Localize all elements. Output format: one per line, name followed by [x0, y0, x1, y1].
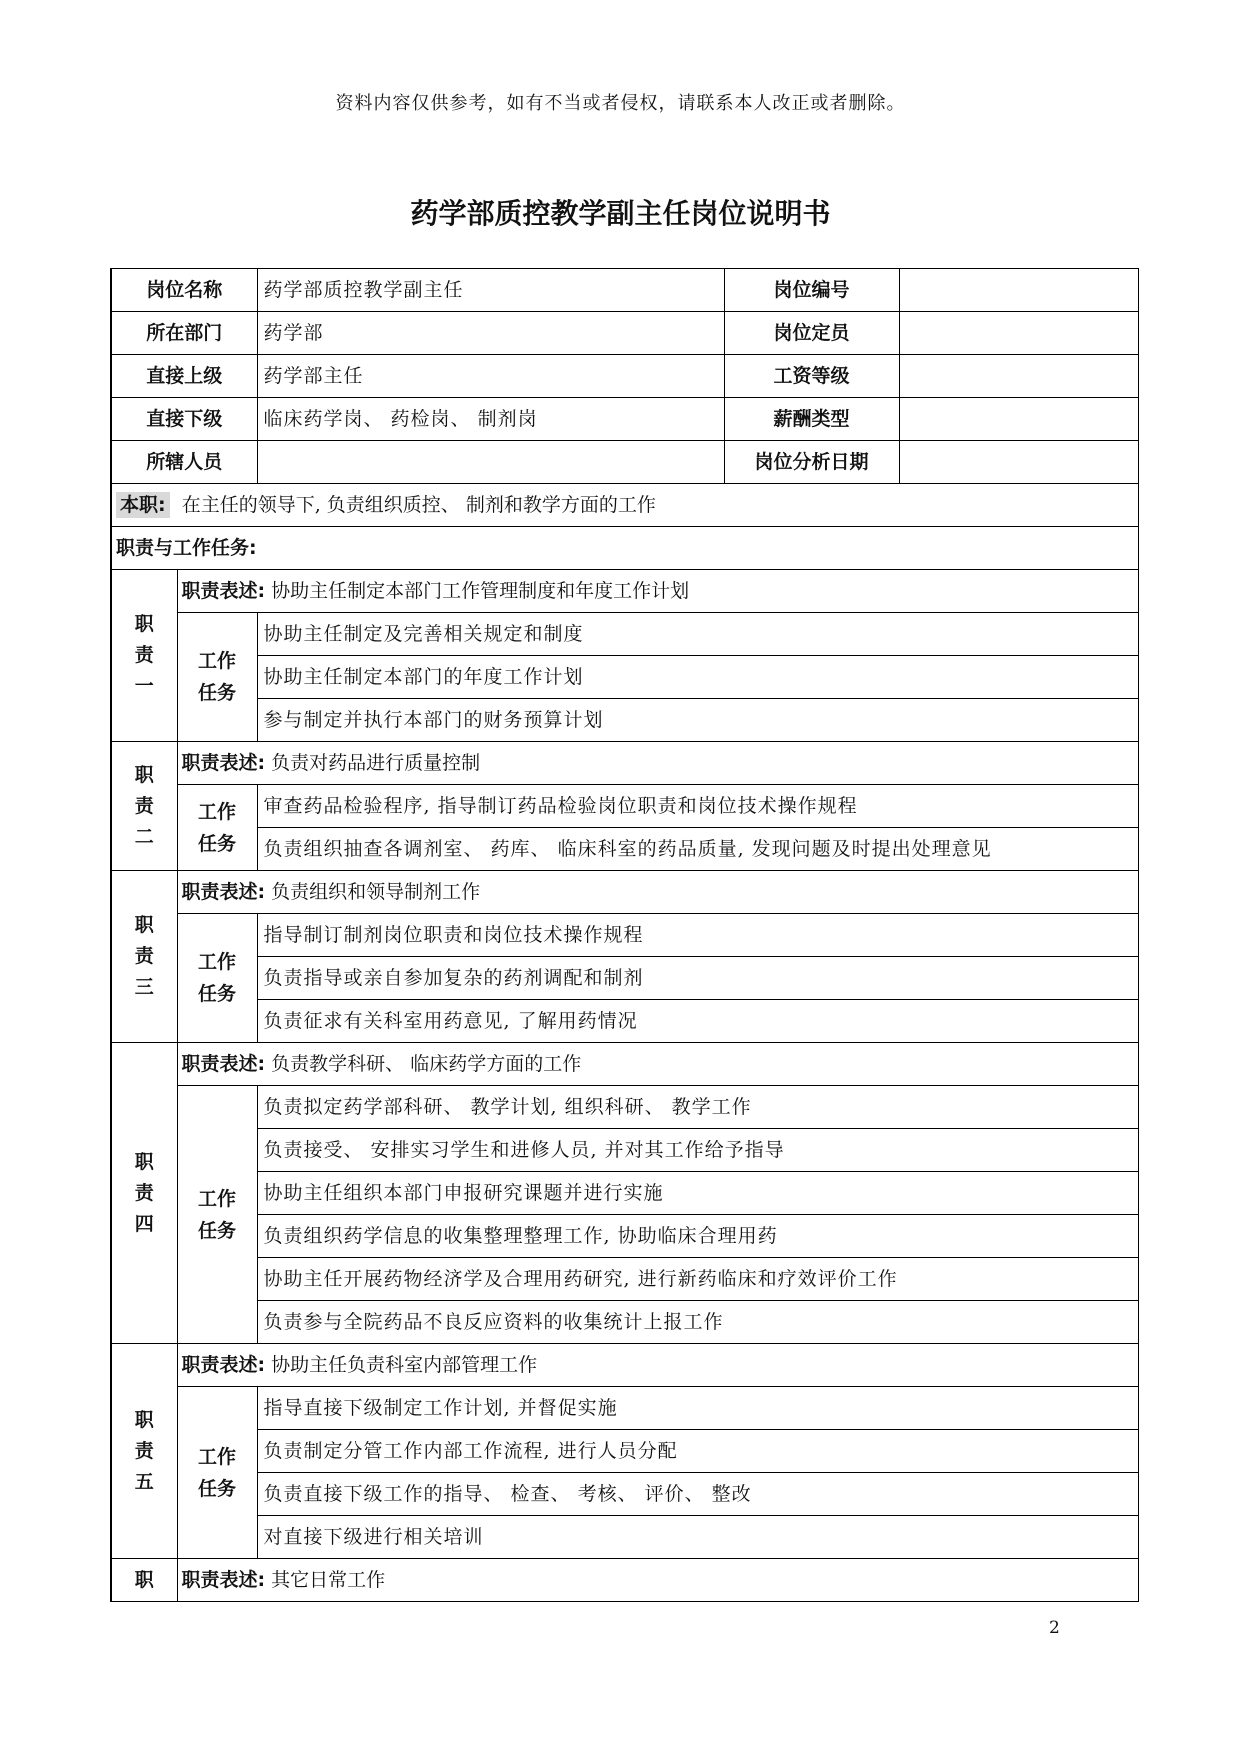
info-value: 临床药学岗、 药检岗、 制剂岗: [257, 398, 724, 441]
duty-name: [111, 742, 177, 871]
info-value: [899, 312, 1138, 355]
info-label: 岗位分析日期: [724, 441, 899, 484]
task-label-line: 任务: [198, 682, 237, 704]
task-item: 负责直接下级工作的指导、 检查、 考核、 评价、 整改: [257, 1473, 1138, 1516]
task-item: 参与制定并执行本部门的财务预算计划: [257, 699, 1138, 742]
duties-header: [111, 527, 1138, 570]
info-value: [899, 269, 1138, 312]
benzhi-label: 本职:: [116, 492, 170, 518]
duty-name: [111, 1043, 177, 1344]
task-item: 负责参与全院药品不良反应资料的收集统计上报工作: [257, 1301, 1138, 1344]
duty-description-label: 职责表述:: [181, 580, 266, 602]
task-label-line: 工作: [198, 1187, 237, 1210]
duty-description-text: 负责教学科研、 临床药学方面的工作: [271, 1053, 582, 1075]
info-value: [257, 441, 724, 484]
duties-header-text: 职责与工作任务:: [116, 537, 257, 559]
task-item: 负责指导或亲自参加复杂的药剂调配和制剂: [257, 957, 1138, 1000]
duty-name: [111, 570, 177, 742]
task-row: [111, 1301, 1138, 1344]
duty-name: 职: [111, 1559, 177, 1602]
task-label: [177, 914, 257, 1043]
info-label: 岗位定员: [724, 312, 899, 355]
info-label: 岗位编号: [724, 269, 899, 312]
info-value: [899, 398, 1138, 441]
info-row: [111, 312, 1138, 355]
task-label: [177, 1387, 257, 1559]
task-label-line: 工作: [198, 951, 237, 973]
benzhi-row: [111, 484, 1138, 527]
duty-name-char: 职: [134, 914, 154, 936]
task-item: 对直接下级进行相关培训: [257, 1516, 1138, 1559]
duty-description: [177, 1043, 1138, 1086]
duty-name: [111, 871, 177, 1043]
task-label: [177, 613, 257, 742]
task-label: [177, 785, 257, 871]
task-row: [111, 1129, 1138, 1172]
task-item: 协助主任开展药物经济学及合理用药研究, 进行新药临床和疗效评价工作: [257, 1258, 1138, 1301]
info-label: 所在部门: [111, 312, 257, 355]
task-row: [111, 785, 1138, 828]
duty-description-label: 职责表述:: [181, 1569, 266, 1591]
info-value: [899, 441, 1138, 484]
duty-description-row: [111, 1043, 1138, 1086]
info-value: 药学部: [257, 312, 724, 355]
duty-description-row: [111, 871, 1138, 914]
info-row: [111, 441, 1138, 484]
task-label-line: 任务: [198, 1219, 237, 1242]
task-item: 负责接受、 安排实习学生和进修人员, 并对其工作给予指导: [257, 1129, 1138, 1172]
info-value: 药学部主任: [257, 355, 724, 398]
duty-name-char: 责: [134, 794, 154, 817]
info-label: 直接下级: [111, 398, 257, 441]
duty-description-label: 职责表述:: [181, 752, 266, 774]
task-item: 协助主任制定及完善相关规定和制度: [257, 613, 1138, 656]
task-label-line: 工作: [198, 1445, 237, 1468]
duty-description: [177, 570, 1138, 613]
task-item: 指导制订制剂岗位职责和岗位技术操作规程: [257, 914, 1138, 957]
duty-description-text: 协助主任负责科室内部管理工作: [271, 1354, 538, 1376]
duty-name-char: 责: [134, 945, 154, 967]
task-item: 负责组织抽查各调剂室、 药库、 临床科室的药品质量, 发现问题及时提出处理意见: [257, 828, 1138, 871]
info-label: 直接上级: [111, 355, 257, 398]
duty-name-char: 责: [134, 644, 154, 666]
duty-name-char: 二: [134, 825, 154, 848]
task-item: 负责组织药学信息的收集整理整理工作, 协助临床合理用药: [257, 1215, 1138, 1258]
task-row: [111, 1473, 1138, 1516]
disclaimer-text: 资料内容仅供参考，如有不当或者侵权，请联系本人改正或者删除。: [335, 93, 906, 114]
duty-description-label: 职责表述:: [181, 1053, 266, 1075]
page-number: 2: [1049, 1618, 1060, 1638]
task-label-line: 任务: [198, 832, 237, 855]
duty-description: [177, 1344, 1138, 1387]
task-item: 负责征求有关科室用药意见, 了解用药情况: [257, 1000, 1138, 1043]
task-row: [111, 699, 1138, 742]
duty-name-char: 责: [134, 1181, 154, 1204]
info-value: 药学部质控教学副主任: [257, 269, 724, 312]
task-row: [111, 1387, 1138, 1430]
duty-description-label: 职责表述:: [181, 1354, 266, 1376]
duty-description-text: 协助主任制定本部门工作管理制度和年度工作计划: [271, 580, 690, 602]
duty-name-char: 三: [134, 976, 154, 998]
task-label-line: 工作: [198, 650, 237, 672]
duty-description-row: [111, 1344, 1138, 1387]
task-row: [111, 1430, 1138, 1473]
duty-description: [177, 871, 1138, 914]
task-row: [111, 613, 1138, 656]
task-row: [111, 1000, 1138, 1043]
task-row: [111, 656, 1138, 699]
duty-name-char: 五: [134, 1470, 154, 1493]
info-value: [899, 355, 1138, 398]
task-row: [111, 957, 1138, 1000]
task-row: [111, 1516, 1138, 1559]
info-label: 所辖人员: [111, 441, 257, 484]
info-row: [111, 269, 1138, 312]
duty-name: [111, 1344, 177, 1559]
page-title: 药学部质控教学副主任岗位说明书: [410, 197, 831, 230]
duty-description-row: [111, 1559, 1138, 1602]
duty-name-char: 职: [134, 1408, 154, 1431]
info-row: [111, 398, 1138, 441]
task-label: [177, 1086, 257, 1344]
info-label: 薪酬类型: [724, 398, 899, 441]
task-item: 负责制定分管工作内部工作流程, 进行人员分配: [257, 1430, 1138, 1473]
duty-description-text: 负责对药品进行质量控制: [271, 752, 481, 774]
duty-description: [177, 1559, 1138, 1602]
task-row: [111, 1172, 1138, 1215]
task-item: 指导直接下级制定工作计划, 并督促实施: [257, 1387, 1138, 1430]
task-label-line: 任务: [198, 983, 237, 1005]
info-label: 岗位名称: [111, 269, 257, 312]
duty-description-text: 其它日常工作: [271, 1569, 386, 1591]
benzhi-text: 在主任的领导下, 负责组织质控、 制剂和教学方面的工作: [181, 494, 656, 516]
duty-name-char: 责: [134, 1439, 154, 1462]
duty-description-label: 职责表述:: [181, 881, 266, 903]
task-row: [111, 1258, 1138, 1301]
duty-name-char: 四: [134, 1212, 154, 1235]
task-row: [111, 828, 1138, 871]
task-item: 审查药品检验程序, 指导制订药品检验岗位职责和岗位技术操作规程: [257, 785, 1138, 828]
task-row: [111, 914, 1138, 957]
task-label-line: 工作: [198, 800, 237, 823]
task-row: [111, 1086, 1138, 1129]
duty-description-row: [111, 570, 1138, 613]
duty-name-char: 一: [134, 675, 154, 697]
duty-description-row: [111, 742, 1138, 785]
task-label-line: 任务: [198, 1477, 237, 1500]
duty-name-char: 职: [134, 1150, 154, 1173]
info-label: 工资等级: [724, 355, 899, 398]
task-item: 负责拟定药学部科研、 教学计划, 组织科研、 教学工作: [257, 1086, 1138, 1129]
duty-name-char: 职: [134, 763, 154, 786]
task-item: 协助主任组织本部门申报研究课题并进行实施: [257, 1172, 1138, 1215]
info-row: [111, 355, 1138, 398]
duty-description: [177, 742, 1138, 785]
job-description-table: [110, 268, 1139, 1602]
duty-description-text: 负责组织和领导制剂工作: [271, 881, 481, 903]
duty-name-char: 职: [134, 613, 154, 635]
task-item: 协助主任制定本部门的年度工作计划: [257, 656, 1138, 699]
task-row: [111, 1215, 1138, 1258]
